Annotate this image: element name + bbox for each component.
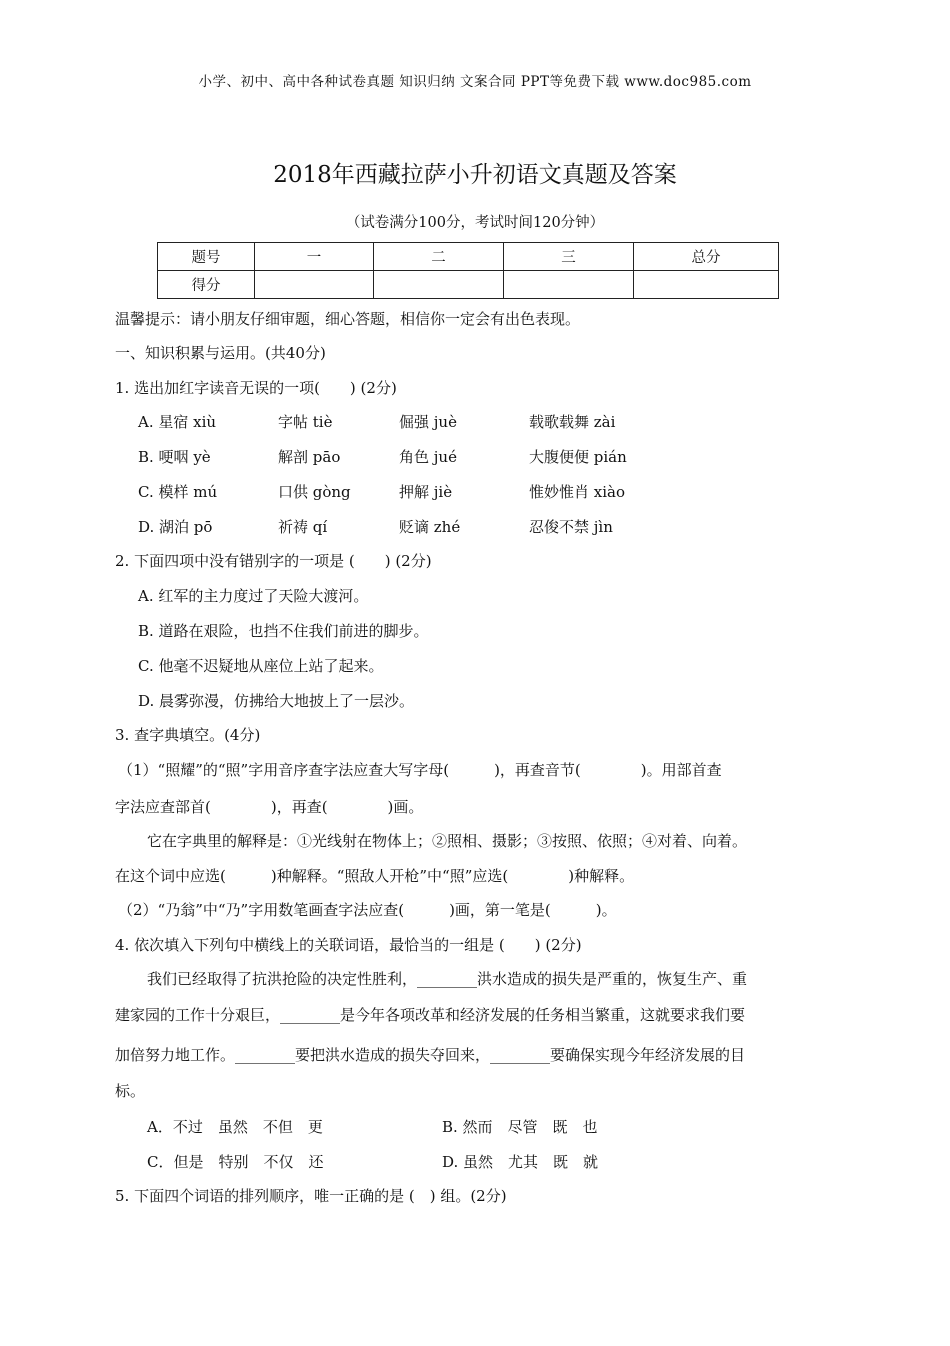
q1-option-word: D. 湖泊 pō bbox=[138, 518, 213, 536]
score-table-header: 二 bbox=[374, 243, 504, 271]
score-table-header: 题号 bbox=[158, 243, 255, 271]
q2-option: C. 他毫不迟疑地从座位上站了起来。 bbox=[138, 657, 384, 675]
score-row-label: 得分 bbox=[158, 271, 255, 299]
page-title: 2018年西藏拉萨小升初语文真题及答案 bbox=[273, 162, 677, 188]
tip-text: 温馨提示：请小朋友仔细审题，细心答题，相信你一定会有出色表现。 bbox=[115, 310, 581, 328]
score-cell[interactable] bbox=[255, 271, 374, 299]
q1-option-word: C. 模样 mú bbox=[138, 483, 218, 501]
q4-option: D. 虽然 尤其 既 就 bbox=[442, 1153, 599, 1171]
q4-paragraph: 加倍努力地工作。________要把洪水造成的损失夺回来，________要确保实现今年经济发展的目 bbox=[115, 1046, 746, 1064]
q4-option: A．不过 虽然 不但 更 bbox=[147, 1118, 323, 1136]
q1-option-word: 倔强 juè bbox=[399, 413, 457, 431]
section-heading: 一、知识积累与运用。(共40分) bbox=[115, 344, 326, 362]
q4-paragraph: 建家园的工作十分艰巨，________是今年各项改革和经济发展的任务相当繁重，这就要求我们要 bbox=[115, 1006, 746, 1024]
exam-info: （试卷满分100分，考试时间120分钟） bbox=[345, 215, 605, 231]
score-cell[interactable] bbox=[634, 271, 779, 299]
q3-paragraph: （2）“乃翁”中“乃”字用数笔画查字法应查( )画，第一笔是( )。 bbox=[118, 901, 617, 919]
score-table-header: 总分 bbox=[634, 243, 779, 271]
score-table-header-row bbox=[158, 243, 779, 271]
q1-option-word: 忍俊不禁 jìn bbox=[529, 518, 613, 536]
q2-option: D. 晨雾弥漫，仿拂给大地披上了一层沙。 bbox=[138, 692, 415, 710]
score-cell[interactable] bbox=[504, 271, 634, 299]
question-4-stem: 4. 依次填入下列句中横线上的关联词语，最恰当的一组是 ( ) (2分) bbox=[115, 936, 582, 954]
q4-option: C．但是 特别 不仅 还 bbox=[147, 1153, 324, 1171]
score-cell[interactable] bbox=[374, 271, 504, 299]
question-2-stem: 2. 下面四项中没有错别字的一项是 ( ) (2分) bbox=[115, 552, 432, 570]
q3-paragraph: 字法应查部首( )，再查( )画。 bbox=[115, 798, 424, 816]
q2-option: B. 道路在艰险，也挡不住我们前进的脚步。 bbox=[138, 622, 429, 640]
q4-paragraph: 标。 bbox=[115, 1082, 146, 1100]
score-table-header: 三 bbox=[504, 243, 634, 271]
q1-option-word: B. 哽咽 yè bbox=[138, 448, 211, 466]
q1-option-word: 口供 gòng bbox=[278, 483, 351, 501]
q1-option-word: 惟妙惟肖 xiào bbox=[529, 483, 625, 501]
q1-option-word: 解剖 pāo bbox=[278, 448, 341, 466]
question-3-stem: 3. 查字典填空。(4分) bbox=[115, 726, 261, 744]
q1-option-word: A. 星宿 xiù bbox=[138, 413, 217, 431]
q1-option-word: 贬谪 zhé bbox=[399, 518, 461, 536]
q2-option: A. 红军的主力度过了天险大渡河。 bbox=[138, 587, 369, 605]
score-table bbox=[157, 242, 779, 299]
q1-option-word: 字帖 tiè bbox=[278, 413, 333, 431]
q3-paragraph: （1）“照耀”的“照”字用音序查字法应查大写字母( )，再查音节( )。用部首查 bbox=[118, 761, 722, 779]
q1-option-word: 祈祷 qí bbox=[278, 518, 328, 536]
question-5-stem: 5. 下面四个词语的排列顺序，唯一正确的是 ( ) 组。(2分) bbox=[115, 1187, 507, 1205]
q1-option-word: 角色 jué bbox=[399, 448, 457, 466]
q4-paragraph: 我们已经取得了抗洪抢险的决定性胜利，________洪水造成的损失是严重的，恢复生产、重 bbox=[147, 970, 748, 988]
q1-option-word: 载歌载舞 zài bbox=[529, 413, 616, 431]
score-table-header: 一 bbox=[255, 243, 374, 271]
q4-option: B. 然而 尽管 既 也 bbox=[442, 1118, 598, 1136]
q1-option-word: 押解 jiè bbox=[399, 483, 453, 501]
score-table-score-row bbox=[158, 271, 779, 299]
page-header: 小学、初中、高中各种试卷真题 知识归纳 文案合同 PPT等免费下载 www.doc985.com bbox=[198, 74, 752, 90]
q1-option-word: 大腹便便 pián bbox=[529, 448, 627, 466]
q3-paragraph: 它在字典里的解释是：①光线射在物体上；②照相、摄影；③按照、依照；④对着、向着。 bbox=[147, 832, 748, 850]
q3-paragraph: 在这个词中应选( )种解释。“照敌人开枪”中“照”应选( )种解释。 bbox=[115, 867, 635, 885]
question-1-stem: 1. 选出加红字读音无误的一项( ) (2分) bbox=[115, 379, 397, 397]
